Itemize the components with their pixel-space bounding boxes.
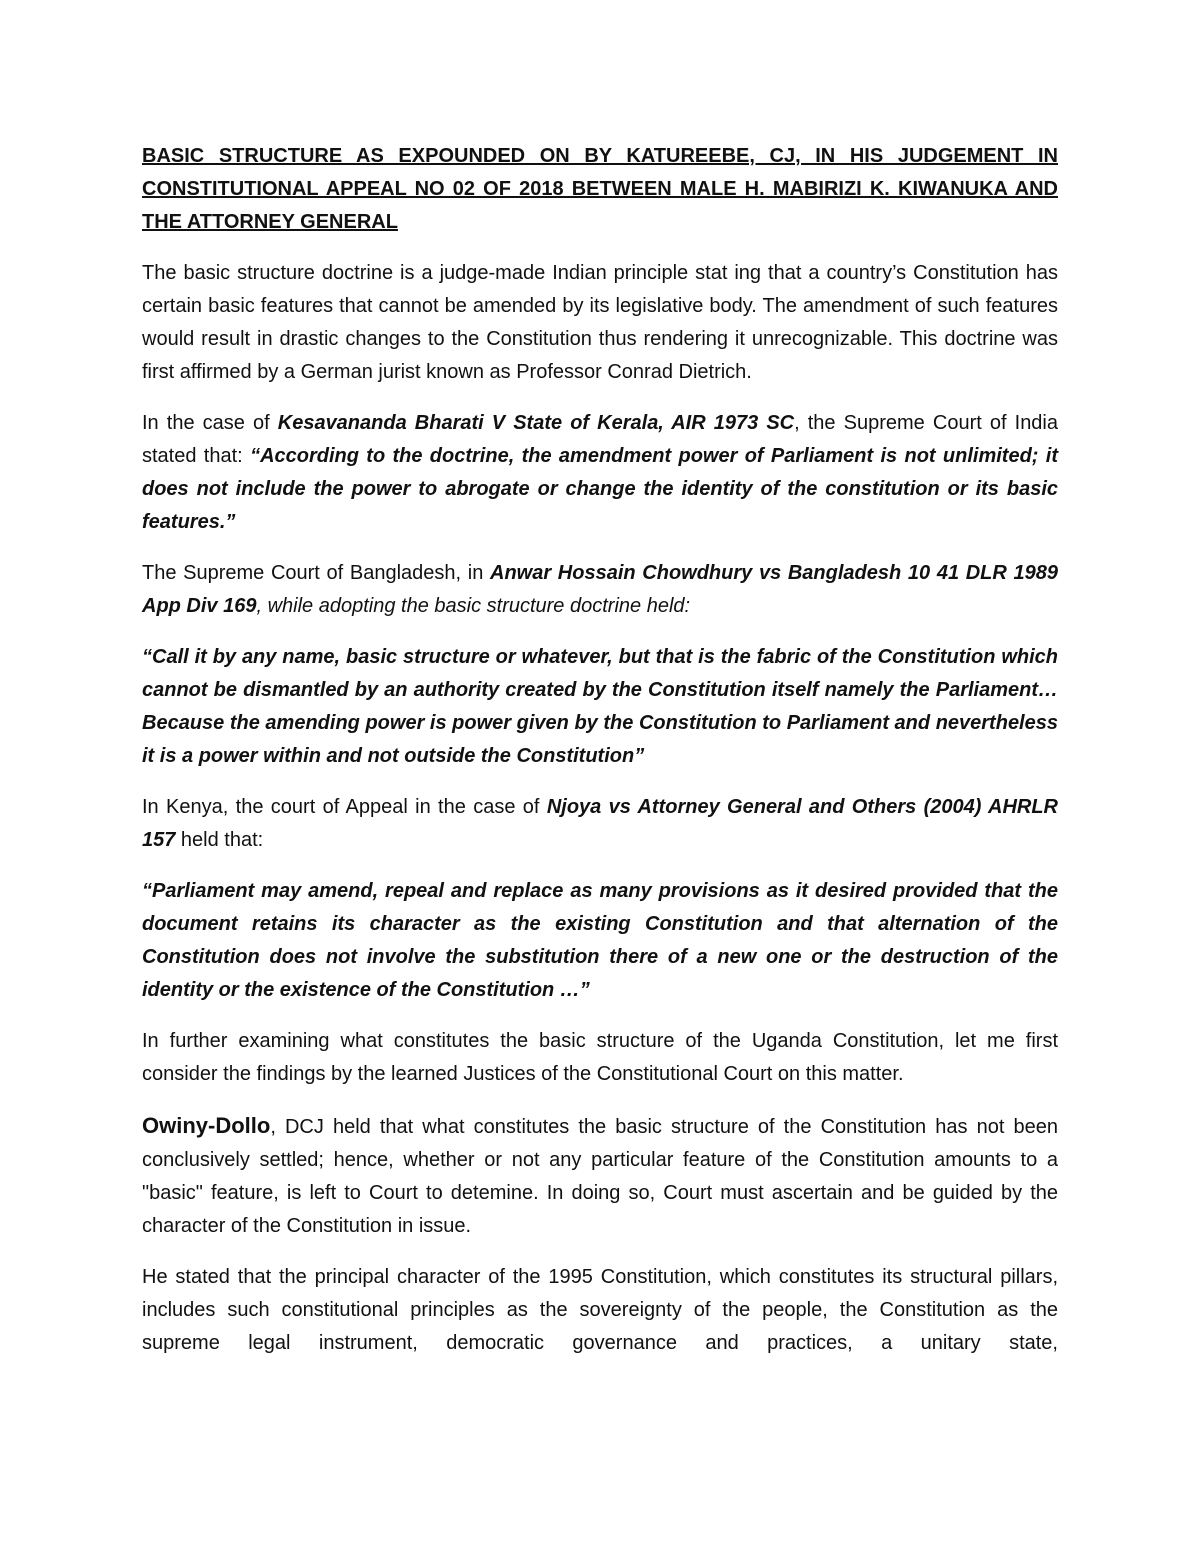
document-title: BASIC STRUCTURE AS EXPOUNDED ON BY KATUREEBE, CJ, IN HIS JUDGEMENT IN CONSTITUTIONAL APPEAL NO 02 OF 2018 BETWEEN MALE H. MABIRIZI K. KIWANUKA AND THE ATTORNEY GENERAL <box>142 145 1058 233</box>
bangladesh-intro-text: The Supreme Court of Bangladesh, in <box>142 562 491 584</box>
document-page <box>142 140 1058 1378</box>
paragraph-principal-character: He stated that the principal character of the 1995 Constitution, which constitutes its structural pillars, includes such constitutional principles as the sovereignty of the people, the Constitution as the supreme legal instrument, democratic governance and practices, a unitary state, <box>142 1266 1058 1354</box>
owiny-dollo-holding-text: , DCJ held that what constitutes the basic structure of the Constitution has not been conclusively settled; hence, whether or not any particular feature of the Constitution amounts to a "basic" feature, is left to Court to detemine. In doing so, Court must ascertain and be guided by the character of the Constitution in issue. <box>142 1116 1058 1237</box>
case-citation-njoya: Njoya vs Attorney General and Others (2004) AHRLR 157 <box>142 796 1058 851</box>
paragraph-uganda-examination: In further examining what constitutes the basic structure of the Uganda Constitution, let me first consider the findings by the learned Justices of the Constitutional Court on this matter. <box>142 1030 1058 1085</box>
kenya-intro-text: In Kenya, the court of Appeal in the case of <box>142 796 547 818</box>
paragraph-kesavananda <box>142 407 1058 539</box>
paragraph-kenya <box>142 791 1058 857</box>
kesavananda-mid-text: , the Supreme Court of India stated that: <box>142 412 1059 467</box>
kenya-post-text: held that: <box>175 829 264 851</box>
paragraph-bangladesh <box>142 557 1058 623</box>
quote-kesavananda: “According to the doctrine, the amendment power of Parliament is not unlimited; it does not include the power to abrogate or change the identity of the constitution or its basic features.” <box>142 445 1059 533</box>
quote-kenya: “Parliament may amend, repeal and replace as many provisions as it desired provided that the document retains its character as the existing Constitution and that alternation of the Constitution does not involve the substitution there of a new one or the destruction of the identity or the existence of the Constitution …” <box>142 880 1058 1001</box>
case-citation-anwar-hossain: Anwar Hossain Chowdhury vs Bangladesh 10 41 DLR 1989 App Div 169 <box>142 562 1059 617</box>
kesavananda-intro-text: In the case of <box>142 412 278 434</box>
justice-name-owiny-dollo: Owiny-Dollo <box>142 1113 271 1138</box>
case-citation-kesavananda: Kesavananda Bharati V State of Kerala, AIR 1973 SC <box>277 412 795 434</box>
paragraph-owiny-dollo <box>142 1109 1058 1243</box>
bangladesh-post-text: , while adopting the basic structure doctrine held: <box>256 595 691 617</box>
paragraph-doctrine-intro: The basic structure doctrine is a judge-made Indian principle stat ing that a country’s Constitution has certain basic features that cannot be amended by its legislative body. The amendment of such features would result in drastic changes to the Constitution thus rendering it unrecognizable. This doctrine was first affirmed by a German jurist known as Professor Conrad Dietrich. <box>142 262 1058 383</box>
quote-bangladesh: “Call it by any name, basic structure or whatever, but that is the fabric of the Constitution which cannot be dismantled by an authority created by the Constitution itself namely the Parliament… Because the amending power is power given by the Constitution to Parliament and nevertheless it is a power within and not outside the Constitution” <box>142 646 1058 767</box>
